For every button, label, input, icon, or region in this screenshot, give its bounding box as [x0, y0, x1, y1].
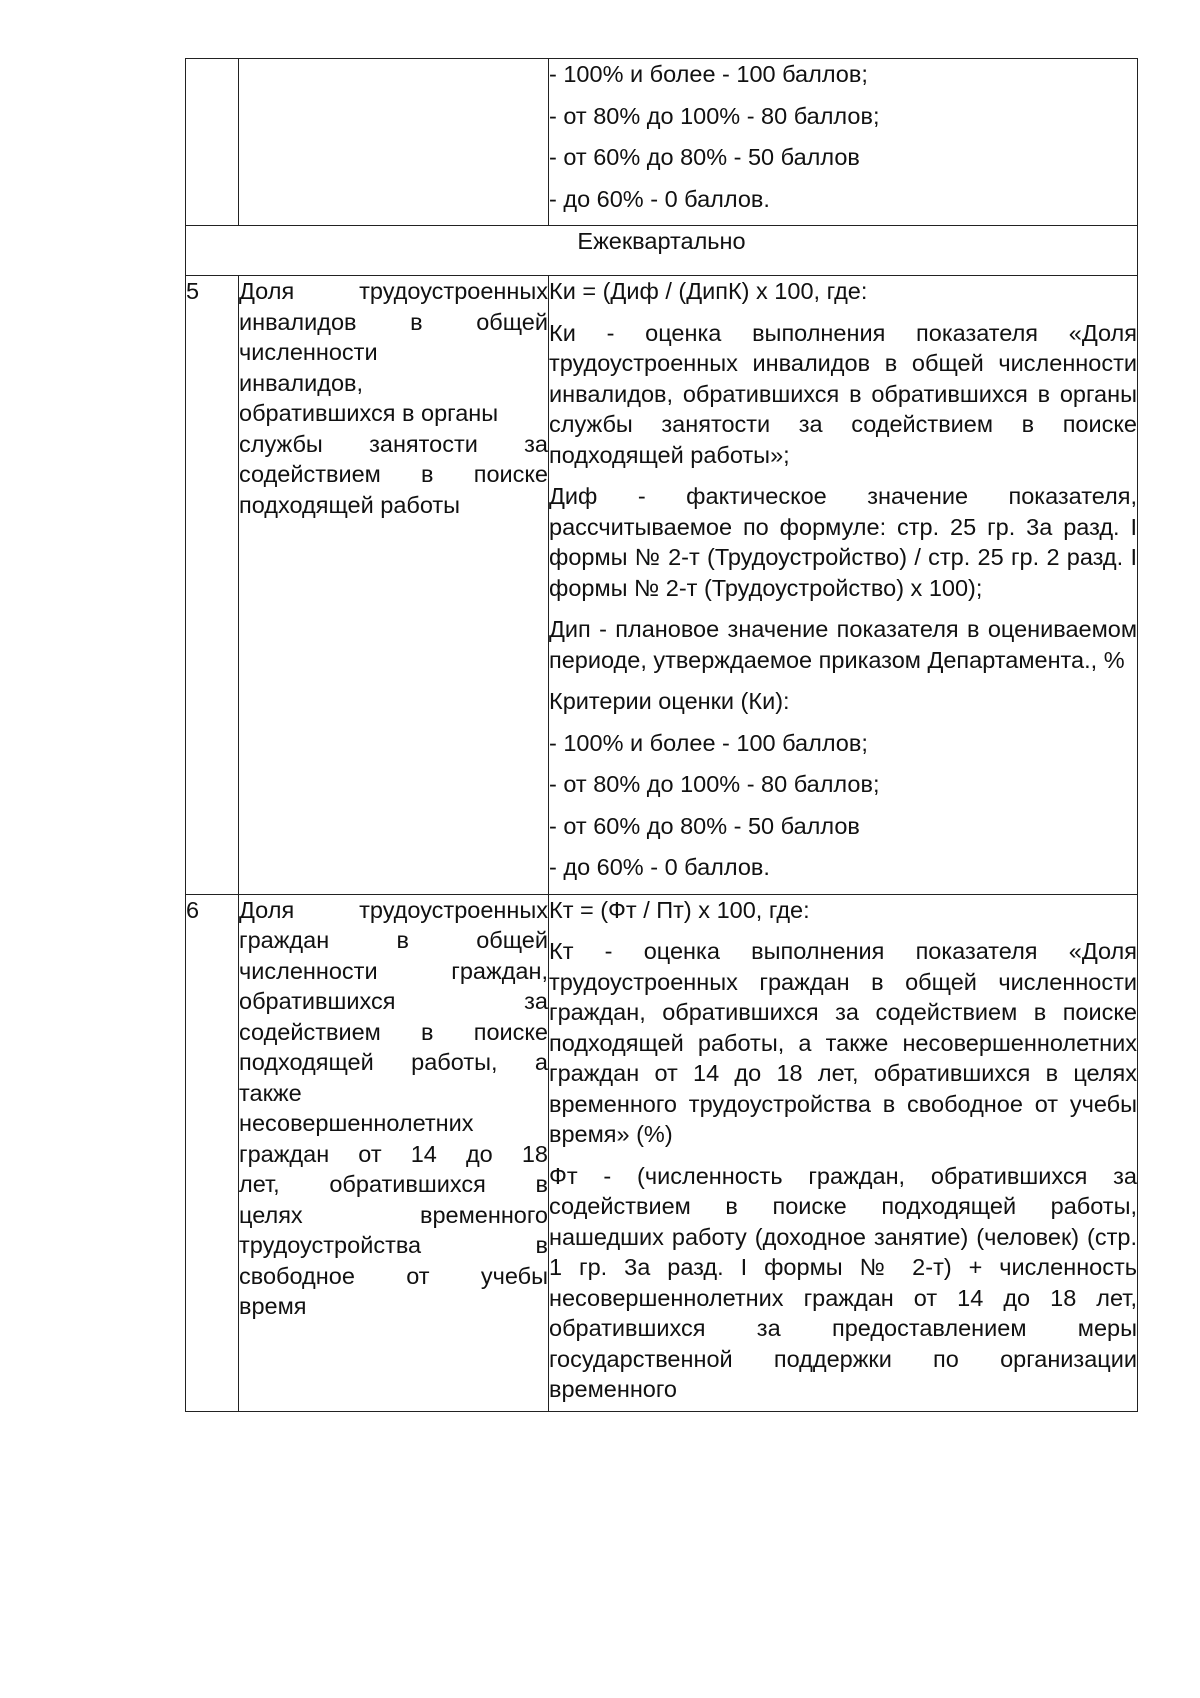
- dif-definition: Диф - фактическое значение показателя, рассчитываемое по формуле: стр. 25 гр. 3а разд. I формы № 2-т (Трудоустройство) / стр. 25 гр. 2 разд. I формы № 2-т (Трудоустройство) х 100);: [549, 483, 1137, 601]
- indicator-name-line: лет, обратившихся в: [239, 1171, 548, 1197]
- description-cell: [549, 276, 1138, 895]
- criteria-item: - 100% и более - 100 баллов;: [549, 729, 868, 756]
- indicator-name-line: инвалидов,: [239, 369, 364, 396]
- dip-definition: Дип - плановое значение показателя в оцениваемом периоде, утверждаемое приказом Департамента., %: [549, 616, 1137, 673]
- indicator-name-cell: [239, 59, 549, 226]
- criteria-item: - до 60% - 0 баллов.: [549, 185, 770, 212]
- row-number: 6: [186, 894, 239, 1411]
- indicator-name-line: службы занятости за: [239, 430, 548, 457]
- row-number: 5: [186, 276, 239, 895]
- criteria-item: - от 80% до 100% - 80 баллов;: [549, 102, 880, 129]
- criteria-item: - от 60% до 80% - 50 баллов: [549, 144, 860, 170]
- criteria-title: Критерии оценки (Ки):: [549, 688, 790, 714]
- criteria-table: [185, 58, 1138, 1412]
- indicator-name-line: также: [239, 1079, 302, 1106]
- kt-definition: Кт - оценка выполнения показателя «Доля трудоустроенных граждан в общей численности граждан, обратившихся за содействием в поиске подходящей работы, а также несовершеннолетних граждан от 14 до 18 лет, обратившихся в целях временного трудоустройства в свободное от учебы время» (%): [549, 938, 1137, 1147]
- indicator-name-line: численности: [239, 339, 378, 365]
- indicator-name-line: несовершеннолетних: [239, 1110, 474, 1136]
- formula: Кт = (Фт / Пт) х 100, где:: [549, 896, 810, 923]
- indicator-name-line: подходящей работы: [239, 491, 461, 518]
- ki-definition: Ки - оценка выполнения показателя «Доля трудоустроенных инвалидов в общей численности инвалидов, обратившихся в обратившихся в органы службы занятости за содействием в поиске подходящей работы»;: [549, 319, 1137, 468]
- indicator-name-line: содействием в поиске: [239, 461, 548, 487]
- indicator-name-line: целях временного: [239, 1201, 548, 1228]
- section-heading: Ежеквартально: [186, 226, 1138, 276]
- number-cell: [186, 59, 239, 226]
- formula: Ки = (Диф / (ДипК) х 100, где:: [549, 278, 868, 304]
- indicator-name-line: содействием в поиске: [239, 1018, 548, 1045]
- criteria-list: [549, 59, 1137, 214]
- criteria-item: - от 60% до 80% - 50 баллов: [549, 812, 860, 839]
- indicator-name-line: время: [239, 1293, 307, 1319]
- indicator-name-line: граждан от 14 до 18: [239, 1140, 548, 1167]
- indicator-name-line: Доля трудоустроенных: [239, 278, 548, 304]
- indicator-name-line: инвалидов в общей: [239, 308, 548, 335]
- indicator-name-cell: [239, 276, 549, 895]
- indicator-name-cell: [239, 894, 549, 1411]
- criteria-item: - до 60% - 0 баллов.: [549, 854, 770, 880]
- indicator-name-line: граждан в общей: [239, 927, 548, 953]
- indicator-name-line: подходящей работы, а: [239, 1049, 548, 1075]
- table-row: [186, 894, 1138, 1411]
- indicator-name-line: численности граждан,: [239, 957, 548, 984]
- criteria-list: [549, 728, 1137, 883]
- indicator-name-line: обратившихся в органы: [239, 400, 499, 426]
- table-row: [186, 59, 1138, 226]
- indicator-name-line: обратившихся за: [239, 988, 548, 1014]
- section-row: [186, 226, 1138, 276]
- indicator-name-line: трудоустройства в: [239, 1232, 548, 1258]
- description-cell: [549, 59, 1138, 226]
- indicator-name-line: Доля трудоустроенных: [239, 896, 548, 923]
- description-cell: [549, 894, 1138, 1411]
- indicator-name-line: свободное от учебы: [239, 1262, 548, 1289]
- table-row: [186, 276, 1138, 895]
- criteria-item: - 100% и более - 100 баллов;: [549, 61, 868, 87]
- ft-definition: Фт - (численность граждан, обратившихся за содействием в поиске подходящей работы, нашедших работу (доходное занятие) (человек) (стр. 1 гр. 3а разд. I формы № 2-т) + численность несовершеннолетних граждан от 14 до 18 лет, обратившихся за предоставлением меры государственной поддержки по организации временного: [549, 1162, 1137, 1402]
- criteria-item: - от 80% до 100% - 80 баллов;: [549, 771, 880, 797]
